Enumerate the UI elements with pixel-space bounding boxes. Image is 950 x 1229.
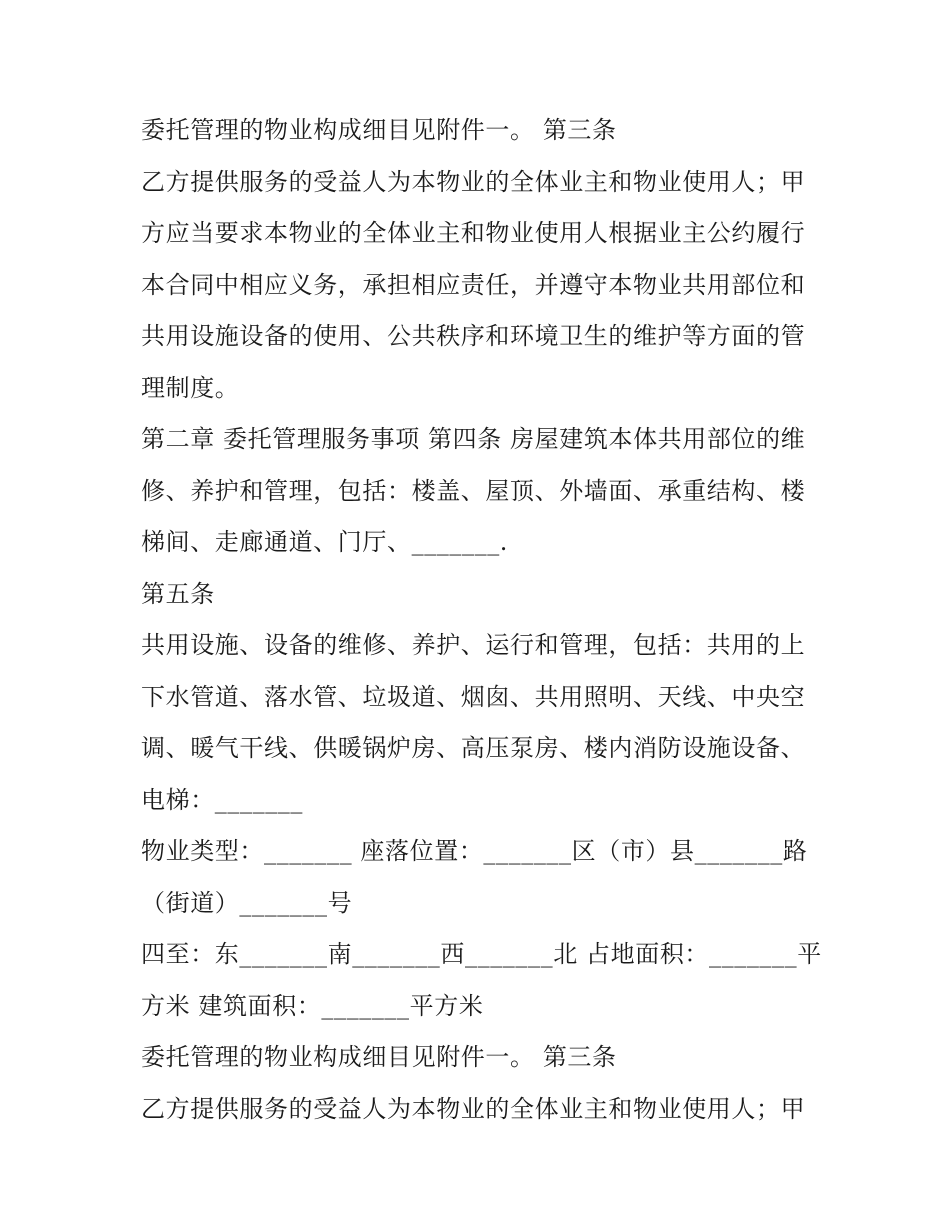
text-line-12: 下水管道、落水管、垃圾道、烟囱、共用照明、天线、中央空	[141, 682, 806, 711]
text-line-18: 方米 建筑面积：_______平方米	[141, 991, 484, 1020]
text-line-20: 乙方提供服务的受益人为本物业的全体业主和物业使用人；甲	[141, 1094, 806, 1123]
text-line-11: 共用设施、设备的维修、养护、运行和管理，包括：共用的上	[141, 631, 806, 659]
text-line-1: 委托管理的物业构成细目见附件一。 第三条	[141, 116, 617, 144]
text-line-2: 乙方提供服务的受益人为本物业的全体业主和物业使用人；甲	[141, 167, 806, 196]
text-line-14: 电梯：_______	[141, 785, 303, 814]
contract-text-body	[141, 105, 821, 1135]
text-line-6: 理制度。	[141, 373, 240, 402]
text-line-19: 委托管理的物业构成细目见附件一。 第三条	[141, 1043, 617, 1071]
text-line-17: 四至：东_______南_______西_______北 占地面积：_______平	[141, 940, 822, 968]
text-line-13: 调、暖气干线、供暖锅炉房、高压泵房、楼内消防设施设备、	[141, 734, 806, 762]
text-line-5: 共用设施设备的使用、公共秩序和环境卫生的维护等方面的管	[141, 322, 806, 350]
text-line-4: 本合同中相应义务，承担相应责任，并遵守本物业共用部位和	[141, 270, 806, 299]
text-line-7: 第二章 委托管理服务事项 第四条 房屋建筑本体共用部位的维	[141, 425, 806, 453]
text-line-9: 梯间、走廊通道、门厅、_______.	[141, 528, 509, 556]
text-line-16: （街道）_______号	[141, 888, 353, 917]
text-line-8: 修、养护和管理，包括：楼盖、屋顶、外墙面、承重结构、楼	[141, 476, 806, 505]
text-line-10: 第五条	[141, 579, 215, 608]
text-line-3: 方应当要求本物业的全体业主和物业使用人根据业主公约履行	[141, 219, 806, 247]
text-line-15: 物业类型：_______ 座落位置：_______区（市）县_______路	[141, 837, 808, 865]
